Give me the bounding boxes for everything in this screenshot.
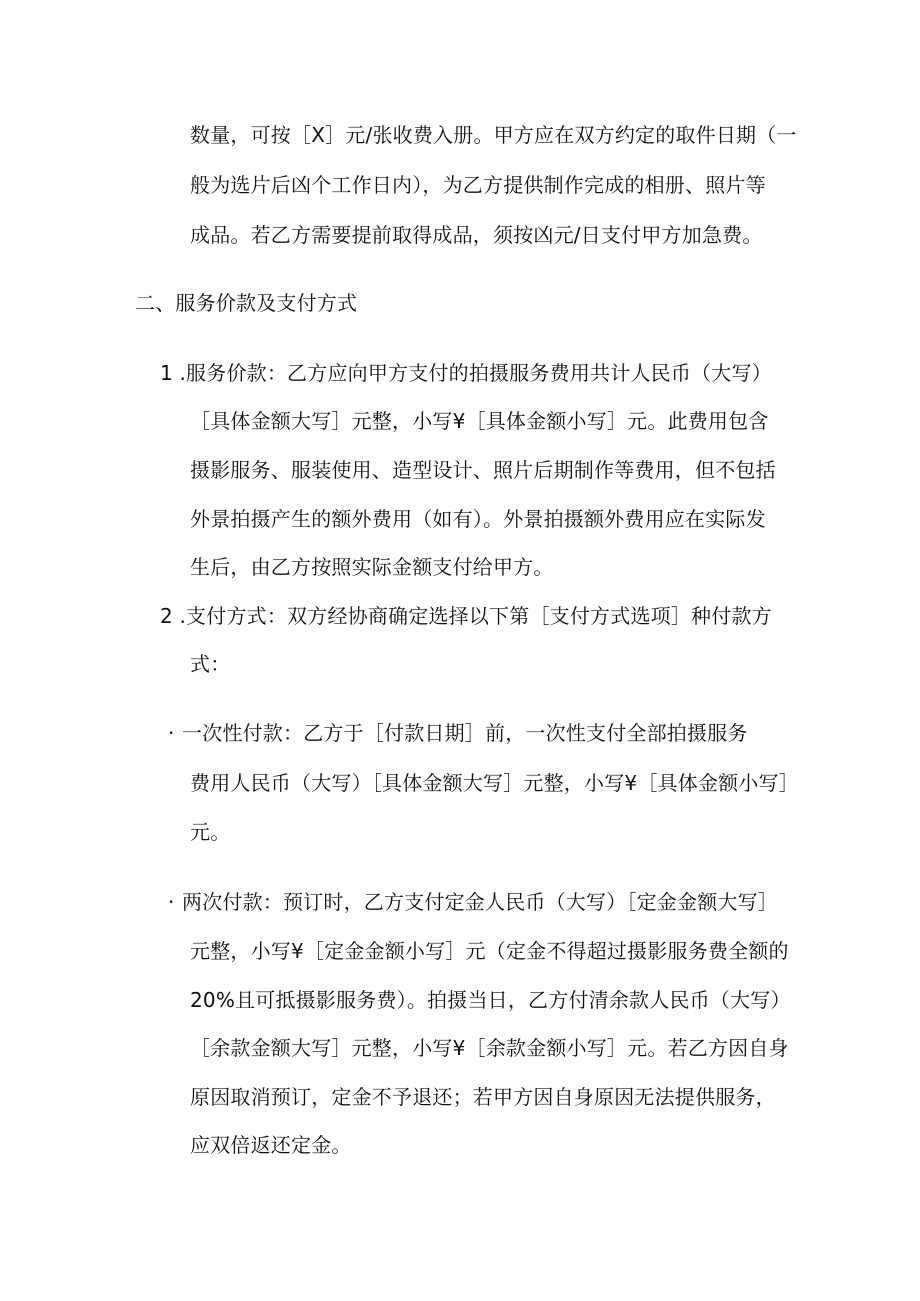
item-1-line-4: 外景拍摄产生的额外费用（如有）。外景拍摄额外费用应在实际发 [190, 507, 766, 531]
option-lump-sum-line-1 [168, 719, 748, 747]
bullet-dot: · [168, 721, 175, 745]
option-lump-sum-text-1: 一次性付款：乙方于［付款日期］前，一次性支付全部拍摄服务 [182, 721, 748, 745]
item-1-line-1: 1 .服务价款：乙方应向甲方支付的拍摄服务费用共计人民币（大写） [160, 361, 772, 385]
item-1-line-2: ［具体金额大写］元整，小写¥［具体金额小写］元。此费用包含 [190, 409, 769, 433]
option-two-payments-line-1 [168, 888, 778, 916]
option-two-payments-text-1: 两次付款：预订时，乙方支付定金人民币（大写）［定金金额大写］ [182, 890, 778, 914]
option-two-payments-line-2: 元整，小写¥［定金金额小写］元（定金不得超过摄影服务费全额的 [190, 939, 789, 963]
option-lump-sum-line-2: 费用人民币（大写）［具体金额大写］元整，小写¥［具体金额小写］ [190, 771, 799, 795]
bullet-dot: · [168, 890, 175, 914]
option-two-payments-line-4: ［余款金额大写］元整，小写¥［余款金额小写］元。若乙方因自身 [190, 1036, 789, 1060]
intro-line-1: 数量，可按［X］元/张收费入册。甲方应在双方约定的取件日期（一 [190, 123, 797, 147]
intro-line-3: 成品。若乙方需要提前取得成品，须按凶元/日支付甲方加急费。 [190, 223, 763, 247]
intro-line-2: 般为选片后凶个工作日内），为乙方提供制作完成的相册、照片等 [190, 173, 766, 197]
item-1-line-3: 摄影服务、服装使用、造型设计、照片后期制作等费用，但不包括 [190, 458, 776, 482]
item-1-line-5: 生后，由乙方按照实际金额支付给甲方。 [190, 555, 554, 579]
item-2-line-2: 式： [190, 652, 231, 676]
option-lump-sum-line-3: 元。 [190, 820, 231, 844]
option-two-payments-line-6: 应双倍返还定金。 [190, 1133, 352, 1157]
section-heading: 二、服务价款及支付方式 [135, 291, 358, 315]
option-two-payments-line-5: 原因取消预订，定金不予退还；若甲方因自身原因无法提供服务， [190, 1085, 776, 1109]
option-two-payments-line-3: 20%且可抵摄影服务费）。拍摄当日，乙方付清余款人民币（大写） [190, 988, 791, 1012]
item-2-line-1: 2 .支付方式：双方经协商确定选择以下第［支付方式选项］种付款方 [160, 604, 772, 628]
